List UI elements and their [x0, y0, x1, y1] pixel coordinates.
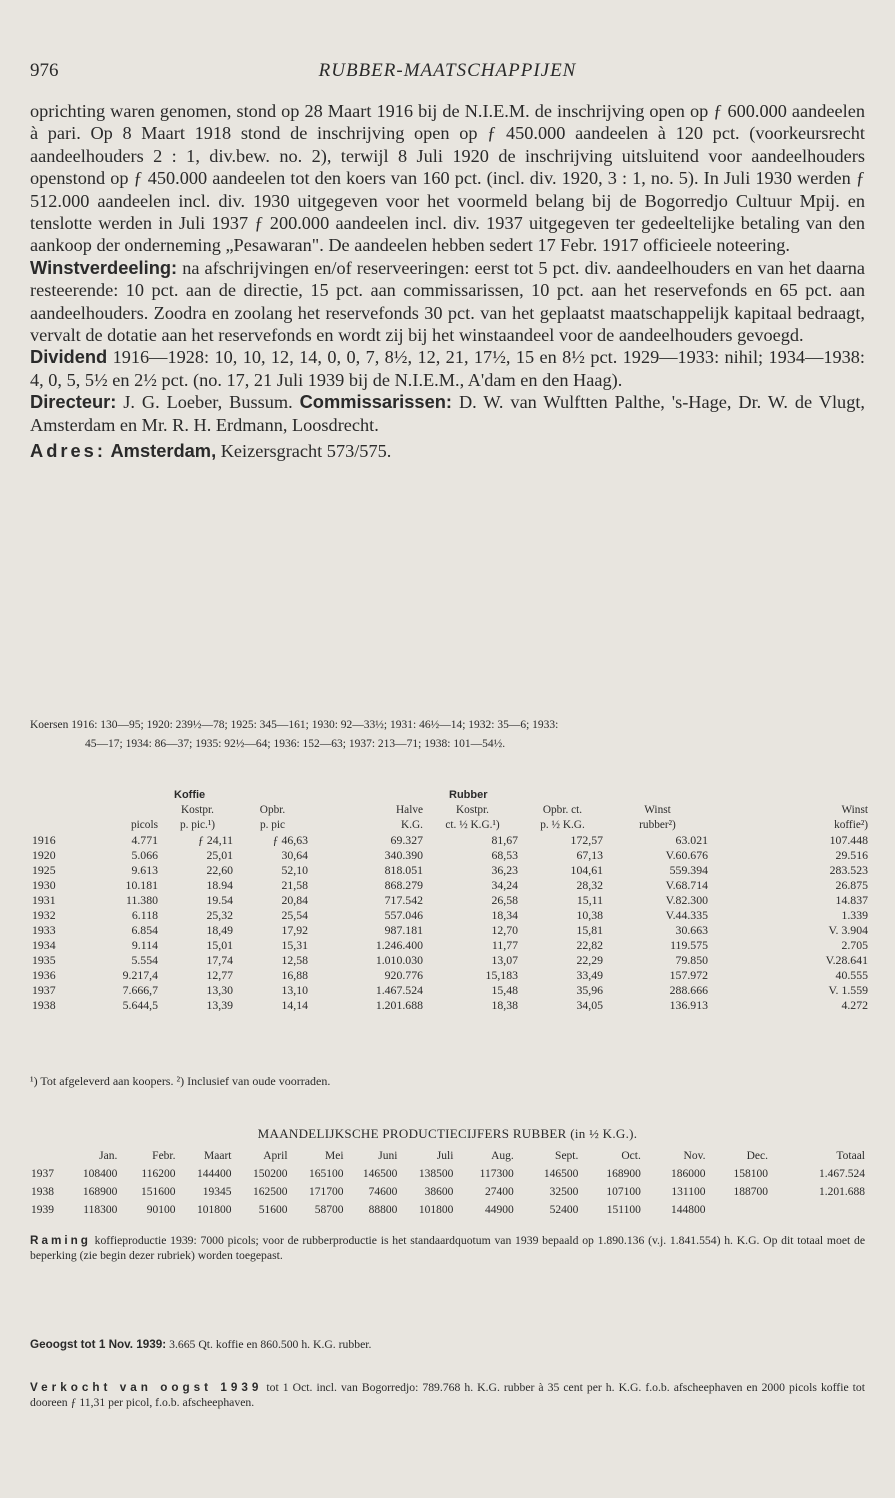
- header-cell: Nov.: [683, 1150, 706, 1162]
- data-cell: 168900: [606, 1168, 641, 1180]
- data-cell: 34,24: [491, 878, 518, 892]
- data-cell: 9.613: [131, 863, 158, 877]
- data-cell: 7.666,7: [122, 983, 158, 997]
- data-cell: 26.875: [835, 878, 868, 892]
- data-cell: 151100: [606, 1204, 641, 1216]
- data-cell: 116200: [141, 1168, 176, 1180]
- data-cell: 17,92: [281, 923, 308, 937]
- table-row: [30, 968, 870, 983]
- data-cell: 162500: [253, 1186, 288, 1198]
- data-cell: 22,29: [576, 953, 603, 967]
- data-cell: 13,30: [206, 983, 233, 997]
- data-cell: 171700: [309, 1186, 344, 1198]
- data-cell: 69.327: [390, 833, 423, 847]
- data-cell: V.44.335: [665, 908, 708, 922]
- row-year: 1920: [32, 848, 56, 862]
- data-cell: 5.066: [131, 848, 158, 862]
- data-cell: 1.467.524: [819, 1168, 865, 1180]
- koersen-line-2: 45—17; 1934: 86—37; 1935: 92½—64; 1936: 152—63; 1937: 213—71; 1938: 101—54½.: [85, 738, 506, 750]
- data-cell: 340.390: [384, 848, 423, 862]
- verkocht-label: Verkocht van oogst 1939: [30, 1381, 263, 1394]
- data-cell: 25,32: [206, 908, 233, 922]
- data-cell: 15,183: [485, 968, 518, 982]
- data-cell: 40.555: [835, 968, 868, 982]
- data-cell: 27400: [485, 1186, 514, 1198]
- data-cell: 5.554: [131, 953, 158, 967]
- data-cell: 19345: [202, 1186, 232, 1198]
- table-row: [30, 848, 870, 863]
- header-cell: Febr.: [152, 1150, 176, 1162]
- group-rubber: Rubber: [449, 789, 488, 801]
- data-cell: 30.663: [675, 923, 708, 937]
- data-cell: 11.380: [125, 893, 158, 907]
- data-cell: 14,14: [281, 998, 308, 1012]
- data-cell: 30,64: [281, 848, 308, 862]
- table-footnote: ¹) Tot afgeleverd aan koopers. ²) Inclusief van oude voorraden.: [30, 1074, 331, 1088]
- page-number: 976: [30, 60, 59, 81]
- paragraph-dividend: [30, 346, 865, 391]
- data-cell: 13,07: [491, 953, 518, 967]
- raming-label: Raming: [30, 1234, 91, 1247]
- data-cell: 1.010.030: [375, 953, 423, 967]
- label-commissarissen: Commissarissen:: [299, 391, 453, 413]
- verkocht-paragraph: [30, 1381, 865, 1410]
- koersen-block: [30, 716, 865, 754]
- header-cell: Opbr.: [259, 804, 286, 816]
- row-year: 1936: [32, 968, 56, 982]
- row-year: 1938: [31, 1186, 54, 1198]
- data-cell: 557.046: [384, 908, 423, 922]
- header-cell: Totaal: [836, 1150, 865, 1162]
- row-year: 1937: [32, 983, 56, 997]
- table-header-bottom: [30, 818, 870, 833]
- data-cell: 58700: [314, 1204, 344, 1216]
- data-cell: 67,13: [576, 848, 603, 862]
- data-cell: 26,58: [491, 893, 518, 907]
- data-cell: ƒ 46,63: [272, 833, 308, 847]
- table-row: [30, 998, 870, 1013]
- production-table-title: MAANDELIJKSCHE PRODUCTIECIJFERS RUBBER (in ½ K.G.).: [257, 1126, 638, 1141]
- data-cell: 1.201.688: [819, 1186, 865, 1198]
- adres-city: Amsterdam,: [110, 440, 217, 462]
- data-cell: 107.448: [829, 833, 868, 847]
- data-cell: 1.467.524: [375, 983, 423, 997]
- header-cell: K.G.: [401, 819, 423, 831]
- table-row: [30, 1183, 866, 1201]
- header-cell: Dec.: [746, 1150, 768, 1162]
- data-cell: 920.776: [384, 968, 423, 982]
- data-cell: 28,32: [576, 878, 603, 892]
- label-directeur: Directeur:: [30, 391, 117, 413]
- header-cell: Winst: [644, 804, 671, 816]
- data-cell: 6.854: [131, 923, 158, 937]
- header-cell: Mei: [325, 1150, 344, 1162]
- data-cell: 35,96: [576, 983, 603, 997]
- data-cell: 987.181: [384, 923, 423, 937]
- data-cell: 16,88: [281, 968, 308, 982]
- data-cell: 157.972: [669, 968, 708, 982]
- data-cell: 22,82: [576, 938, 603, 952]
- data-cell: 4.771: [131, 833, 158, 847]
- data-cell: 51600: [258, 1204, 288, 1216]
- header-cell: Opbr. ct.: [542, 804, 583, 816]
- header-cell: Juni: [378, 1150, 398, 1162]
- data-cell: 559.394: [669, 863, 708, 877]
- data-cell: 90100: [146, 1204, 176, 1216]
- table-row: [30, 923, 870, 938]
- data-cell: 25,54: [281, 908, 308, 922]
- data-cell: 1.246.400: [375, 938, 423, 952]
- data-cell: 79.850: [675, 953, 708, 967]
- header-cell: p. pic.¹): [179, 819, 216, 831]
- header-cell: ct. ½ K.G.¹): [445, 819, 500, 831]
- data-cell: 63.021: [675, 833, 708, 847]
- data-cell: 108400: [82, 1168, 118, 1180]
- data-cell: 18.94: [206, 878, 233, 892]
- header-cell: Jan.: [99, 1150, 118, 1162]
- geoogst-text: 3.665 Qt. koffie en 860.500 h. K.G. rubber.: [169, 1338, 372, 1351]
- header-cell: Kostpr.: [181, 804, 214, 816]
- data-cell: 81,67: [491, 833, 518, 847]
- data-cell: 150200: [253, 1168, 288, 1180]
- data-cell: 9.114: [131, 938, 158, 952]
- text-directeur: J. G. Loeber, Bussum.: [123, 392, 293, 413]
- data-cell: 151600: [141, 1186, 176, 1198]
- data-cell: 38600: [424, 1186, 454, 1198]
- header-cell: rubber²): [639, 819, 676, 831]
- header-cell: Kostpr.: [456, 804, 489, 816]
- data-cell: 868.279: [384, 878, 423, 892]
- header-cell: Halve: [396, 804, 423, 816]
- data-cell: 15,48: [491, 983, 518, 997]
- data-cell: 118300: [83, 1204, 118, 1216]
- data-cell: 15,11: [576, 893, 603, 907]
- data-cell: 144400: [197, 1168, 232, 1180]
- header-cell: Juli: [436, 1150, 454, 1162]
- data-cell: 283.523: [829, 863, 868, 877]
- data-cell: V. 3.904: [828, 923, 868, 937]
- data-cell: 34,05: [576, 998, 603, 1012]
- raming-paragraph: [30, 1234, 865, 1263]
- data-cell: 17,74: [206, 953, 233, 967]
- data-cell: 18,38: [491, 998, 518, 1012]
- row-year: 1938: [32, 998, 56, 1012]
- data-cell: 25,01: [206, 848, 233, 862]
- header-cell: Sept.: [555, 1150, 579, 1162]
- header-cell: Oct.: [621, 1150, 641, 1162]
- label-dividend: Dividend: [30, 346, 108, 368]
- table-header-top: [30, 803, 870, 818]
- header-cell: p. ½ K.G.: [540, 819, 585, 831]
- paragraph-winstverdeeling: [30, 257, 865, 347]
- data-cell: 136.913: [669, 998, 708, 1012]
- geoogst-label: Geoogst tot 1 Nov. 1939:: [30, 1338, 167, 1351]
- table-row: [30, 863, 870, 878]
- text-dividend: 1916—1928: 10, 10, 12, 14, 0, 0, 7, 8½, 12, 21, 17½, 15 en 8½ pct. 1929—1933: nihil; 1934—1938: 4, 0, 5, 5½ en 2½ pct. (no. 17, 21 Juli 1939 bij de N.I.E.M., A'dam en den Haag).: [30, 347, 865, 390]
- table-row: [30, 908, 870, 923]
- header-cell: Maart: [204, 1150, 232, 1162]
- verkocht-text: tot 1 Oct. incl. van Bogorredjo: 789.768 h. K.G. rubber à 35 cent per h. K.G. f.o.b. afscheephaven en 2000 picols koffie tot dooreen ƒ 11,31 per picol, f.o.b. afscheephaven.: [30, 1381, 865, 1409]
- header-cell: [30, 1147, 64, 1165]
- table-row: [30, 983, 870, 998]
- production-table: [30, 1147, 866, 1219]
- label-winstverdeeling: Winstverdeeling:: [30, 256, 178, 278]
- data-cell: 68,53: [491, 848, 518, 862]
- paragraph-bestuur: [30, 391, 865, 436]
- data-cell: 19.54: [206, 893, 233, 907]
- data-cell: 104,61: [570, 863, 603, 877]
- running-title: RUBBER-MAATSCHAPPIJEN: [318, 60, 577, 81]
- row-year: 1934: [32, 938, 56, 952]
- row-year: 1930: [32, 878, 56, 892]
- data-cell: 6.118: [131, 908, 158, 922]
- paragraph-adres: [30, 440, 865, 462]
- data-cell: 15,31: [281, 938, 308, 952]
- data-cell: 12,77: [206, 968, 233, 982]
- data-cell: 13,39: [206, 998, 233, 1012]
- header-cell: [30, 803, 75, 818]
- data-cell: 44900: [485, 1204, 514, 1216]
- row-year: 1937: [31, 1168, 54, 1180]
- data-cell: 146500: [543, 1168, 579, 1180]
- production-table-body: [30, 1165, 866, 1219]
- row-year: 1939: [31, 1204, 54, 1216]
- data-cell: V.28.641: [825, 953, 868, 967]
- data-cell: 168900: [82, 1186, 118, 1198]
- data-cell: 101800: [418, 1204, 454, 1216]
- data-cell: 4.272: [841, 998, 868, 1012]
- group-koffie: Koffie: [174, 789, 206, 801]
- data-cell: V.82.300: [665, 893, 708, 907]
- row-year: 1933: [32, 923, 56, 937]
- paragraph-oprichting: oprichting waren genomen, stond op 28 Maart 1916 bij de N.I.E.M. de inschrijving open op ƒ 600.000 aandeelen à pari. Op 8 Maart 1918 stond de inschrijving open op ƒ 450.000 aandeelen à 120 pct. (voorkeursrecht aandeelhouders 2 : 1, div.bew. no. 2), terwijl 8 Juli 1920 de inschrijving uitsluitend voor aandeelhouders openstond op ƒ 450.000 aandeelen tot den koers van 160 pct. (incl. div. 1920, 3 : 1, no. 5). In Juli 1930 werden ƒ 512.000 aandeelen incl. div. 1930 uitgegeven voor het voormeld belang bij de Bogorredjo Cultuur Mpij. en tenslotte werden in Juli 1937 ƒ 200.000 aandeelen incl. div. 1937 uitgegeven ter gedeeltelijke betaling van den aankoop der onderneming „Pesawaran". De aandeelen hebben sedert 17 Febr. 1917 officieele noteering.: [30, 101, 865, 256]
- data-cell: 144800: [670, 1204, 706, 1216]
- koersen-line-1: Koersen 1916: 130—95; 1920: 239½—78; 1925: 345—161; 1930: 92—33½; 1931: 46½—14; 1932: 35—6; 1933:: [30, 719, 559, 731]
- data-cell: 107100: [606, 1186, 641, 1198]
- data-cell: 18,49: [206, 923, 233, 937]
- data-cell: 119.575: [670, 938, 708, 952]
- data-cell: 20,84: [281, 893, 308, 907]
- data-cell: 186000: [670, 1168, 706, 1180]
- table-row: [30, 878, 870, 893]
- data-cell: 131100: [671, 1186, 706, 1198]
- geoogst-paragraph: [30, 1338, 865, 1353]
- header-cell: picols: [131, 819, 158, 831]
- data-cell: 12,58: [281, 953, 308, 967]
- text-commissarissen: D. W. van Wulftten Palthe, 's-Hage, Dr. W. de Vlugt, Amsterdam en Mr. R. H. Erdmann, Loosdrecht.: [30, 392, 865, 435]
- data-cell: 74600: [368, 1186, 398, 1198]
- data-cell: 2.705: [841, 938, 868, 952]
- row-year: 1935: [32, 953, 56, 967]
- label-adres: Adres:: [30, 440, 106, 462]
- data-cell: 88800: [368, 1204, 398, 1216]
- data-cell: 13,10: [281, 983, 308, 997]
- results-table: [30, 788, 870, 1013]
- data-cell: 158100: [733, 1168, 768, 1180]
- data-cell: 101800: [197, 1204, 232, 1216]
- data-cell: 165100: [309, 1168, 344, 1180]
- header-cell: Winst: [841, 804, 868, 816]
- data-cell: 52,10: [281, 863, 308, 877]
- table-row: [30, 953, 870, 968]
- row-year: 1925: [32, 863, 56, 877]
- table-row: [30, 893, 870, 908]
- data-cell: 18,34: [491, 908, 518, 922]
- data-cell: 10.181: [125, 878, 158, 892]
- row-year: 1931: [32, 893, 56, 907]
- table-group-header: [30, 788, 870, 803]
- data-cell: 52400: [549, 1204, 579, 1216]
- data-cell: 188700: [733, 1186, 768, 1198]
- data-cell: ƒ 24,11: [198, 833, 233, 847]
- data-cell: 9.217,4: [122, 968, 158, 982]
- data-cell: 15,01: [206, 938, 233, 952]
- data-cell: 22,60: [206, 863, 233, 877]
- data-cell: 1.201.688: [375, 998, 423, 1012]
- main-text: [30, 100, 865, 463]
- header-cell: April: [263, 1150, 288, 1162]
- production-table-header: [30, 1147, 866, 1165]
- data-cell: 12,70: [491, 923, 518, 937]
- data-cell: 15,81: [576, 923, 603, 937]
- data-cell: 1.339: [841, 908, 868, 922]
- header-cell: koffie²): [834, 819, 868, 831]
- data-cell: V.68.714: [665, 878, 708, 892]
- data-cell: 146500: [362, 1168, 398, 1180]
- row-year: 1932: [32, 908, 56, 922]
- data-cell: 5.644,5: [122, 998, 158, 1012]
- header-cell: Aug.: [491, 1150, 514, 1162]
- header-cell: p. pic: [259, 819, 286, 831]
- data-cell: 33,49: [576, 968, 603, 982]
- results-table-body: [30, 833, 870, 1013]
- data-cell: V. 1.559: [828, 983, 868, 997]
- data-cell: 29.516: [835, 848, 868, 862]
- table-row: [30, 938, 870, 953]
- data-cell: 36,23: [491, 863, 518, 877]
- adres-street: Keizersgracht 573/575.: [220, 441, 392, 462]
- data-cell: 117300: [479, 1168, 514, 1180]
- data-cell: V.60.676: [665, 848, 708, 862]
- row-year: 1916: [32, 833, 56, 847]
- data-cell: 10,38: [576, 908, 603, 922]
- data-cell: 717.542: [384, 893, 423, 907]
- page-header: [30, 60, 865, 90]
- raming-text: koffieproductie 1939: 7000 picols; voor de rubberproductie is het standaardquotum van 1939 bepaald op 1.890.136 (v.j. 1.841.554) h. K.G. Op dit totaal moet de beperking (zie begin dezer rubriek) worden toegepast.: [30, 1234, 866, 1262]
- data-cell: 11,77: [491, 938, 518, 952]
- data-cell: [769, 1201, 866, 1219]
- data-cell: 288.666: [669, 983, 708, 997]
- header-cell: [75, 803, 160, 818]
- data-cell: 14.837: [835, 893, 868, 907]
- data-cell: [706, 1201, 768, 1219]
- data-cell: 138500: [418, 1168, 454, 1180]
- table-row: [30, 833, 870, 848]
- table-row: [30, 1165, 866, 1183]
- data-cell: 172,57: [570, 833, 603, 847]
- text-winstverdeeling: na afschrijvingen en/of reserveeringen: eerst tot 5 pct. div. aandeelhouders en van het daarna resteerende: 10 pct. aan de directie, 15 pct. aan commissarissen, 10 pct. aan het reservefonds en 65 pct. aan aandeelhouders. Zoodra en zoolang het reservefonds 30 pct. van het geplaatst maatschappelijk kapitaal bedraagt, vervalt de dotatie aan het reservefonds en wordt zij bij het winstaandeel voor de aandeelhouders gevoegd.: [30, 257, 865, 346]
- header-cell: [30, 818, 75, 833]
- table-row: [30, 1201, 866, 1219]
- data-cell: 21,58: [281, 878, 308, 892]
- data-cell: 818.051: [384, 863, 423, 877]
- data-cell: 32500: [549, 1186, 579, 1198]
